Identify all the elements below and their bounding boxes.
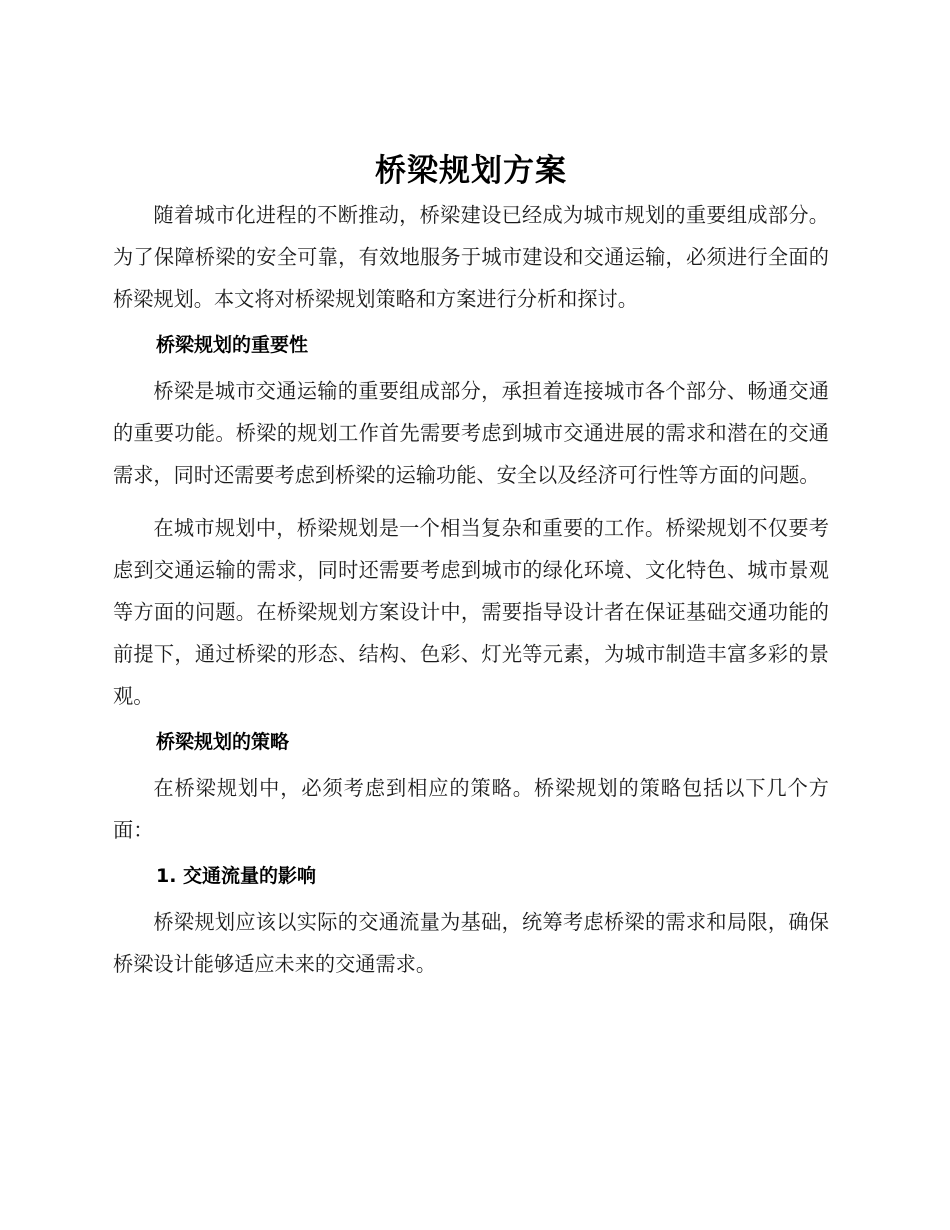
importance-paragraph-2: 在城市规划中，桥梁规划是一个相当复杂和重要的工作。桥梁规划不仅要考虑到交通运输的需求，同时还需要考虑到城市的绿化环境、文化特色、城市景观等方面的问题。在桥梁规划方案设计中，需要指导设计者在保证基础交通功能的前提下，通过桥梁的形态、结构、色彩、灯光等元素，为城市制造丰富多彩的景观。 xyxy=(113,516,829,708)
traffic-flow-paragraph: 桥梁规划应该以实际的交通流量为基础，统筹考虑桥梁的需求和局限，确保桥梁设计能够适应未来的交通需求。 xyxy=(113,910,829,976)
strategy-intro-paragraph: 在桥梁规划中，必须考虑到相应的策略。桥梁规划的策略包括以下几个方面： xyxy=(113,776,829,842)
section-heading-strategy: 桥梁规划的策略 xyxy=(156,731,290,753)
subsection-heading-traffic-flow: 1. 交通流量的影响 xyxy=(156,865,317,887)
spacer xyxy=(113,496,829,507)
document-title: 桥梁规划方案 xyxy=(375,153,567,189)
section-heading-importance: 桥梁规划的重要性 xyxy=(156,334,309,356)
importance-paragraph-1: 桥梁是城市交通运输的重要组成部分，承担着连接城市各个部分、畅通交通的重要功能。桥梁的规划工作首先需要考虑到城市交通进展的需求和潜在的交通需求，同时还需要考虑到桥梁的运输功能、安全以及经济可行性等方面的问题。 xyxy=(113,379,829,487)
document-body xyxy=(113,148,829,985)
intro-paragraph: 随着城市化进程的不断推动，桥梁建设已经成为城市规划的重要组成部分。为了保障桥梁的安全可靠，有效地服务于城市建设和交通运输，必须进行全面的桥梁规划。本文将对桥梁规划策略和方案进行分析和探讨。 xyxy=(113,203,829,311)
